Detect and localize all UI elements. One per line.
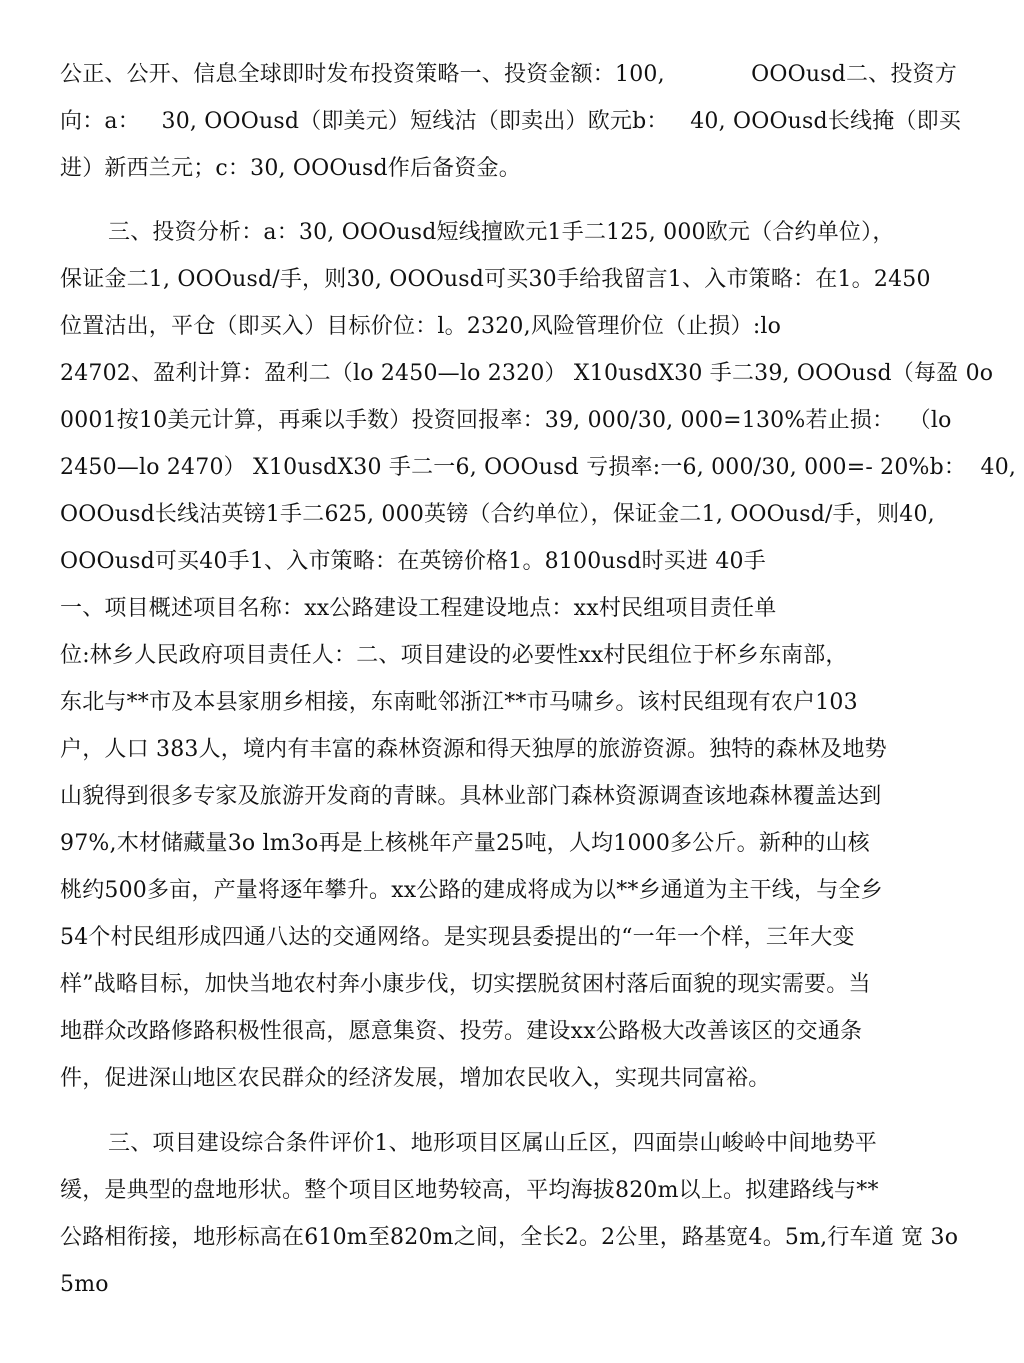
text-line-13: 位:林乡人民政府项目责任人：二、项目建设的必要性xx村民组位于杯乡东南部， [60,643,848,668]
text-line-25: 公路相衔接，地形标高在610m至820m之间，全长2。2公里，路基宽4。5m,行车道 宽 3o [60,1225,959,1250]
text-line-22: 件，促进深山地区农民群众的经济发展，增加农民收入，实现共同富裕。 [60,1066,771,1091]
text-line-4: 三、投资分析：a：30, OOOusd短线擅欧元1手二125, 000欧元（合约单位）， [108,220,895,245]
text-line-11: OOOusd可买40手1、入市策略：在英镑价格1。8100usd时买进 40手 [60,549,766,574]
text-line-12: 一、项目概述项目名称：xx公路建设工程建设地点：xx村民组项目责任单 [60,596,777,621]
text-line-5: 保证金二1, OOOusd/手，则30, OOOusd可买30手给我留言1、入市策略：在1。2450 [60,267,931,292]
text-line-9: 2450—lo 2470） X10usdX30 手二一6, OOOusd 亏损率:一6, 000/30, 000=- 20%b： 40, [60,455,1017,480]
text-line-1: 公正、公开、信息全球即时发布投资策略一、投资金额：100, OOOusd二、投资方 [60,62,957,87]
text-line-23: 三、项目建设综合条件评价1、地形项目区属山丘区，四面崇山峻岭中间地势平 [108,1131,877,1156]
text-line-19: 54个村民组形成四通八达的交通网络。是实现县委提出的“一年一个样，三年大变 [60,925,855,950]
text-line-21: 地群众改路修路积极性很高，愿意集资、投劳。建设xx公路极大改善该区的交通条 [60,1019,863,1044]
text-line-24: 缓，是典型的盘地形状。整个项目区地势较高，平均海拔820m以上。拟建路线与** [60,1178,879,1203]
text-line-7: 24702、盈利计算：盈利二（lo 2450—lo 2320） X10usdX30 手二39, OOOusd（每盈 0o [60,361,994,386]
text-line-18: 桃约500多亩，产量将逐年攀升。xx公路的建成将成为以**乡通道为主干线，与全乡 [60,878,883,903]
text-line-6: 位置沽出，平仓（即买入）目标价位：l。2320,风险管理价位（止损）:lo [60,314,782,339]
text-line-16: 山貌得到很多专家及旅游开发商的青睐。具林业部门森林资源调查该地森林覆盖达到 [60,784,882,809]
text-line-14: 东北与**市及本县家朋乡相接，东南毗邻浙江**市马啸乡。该村民组现有农户103 [60,690,858,715]
text-line-10: OOOusd长线沽英镑1手二625, 000英镑（合约单位），保证金二1, OOOusd/手，则40, [60,502,935,527]
text-line-17: 97%,木材储藏量3o lm3o再是上核桃年产量25吨，人均1000多公斤。新种的山核 [60,831,870,856]
text-line-2: 向：a： 30, OOOusd（即美元）短线沽（即卖出）欧元b： 40, OOOusd长线掩（即买 [60,109,962,134]
text-line-3: 进）新西兰元；c：30, OOOusd作后备资金。 [60,156,521,181]
text-line-15: 户，人口 383人，境内有丰富的森林资源和得天独厚的旅游资源。独特的森林及地势 [60,737,887,762]
text-line-26: 5mo [60,1272,109,1297]
text-line-8: 0001按10美元计算，再乘以手数）投资回报率：39, 000/30, 000=130%若止损： （lo [60,408,952,433]
text-line-20: 样”战略目标，加快当地农村奔小康步伐，切实摆脱贫困村落后面貌的现实需要。当 [60,972,871,997]
